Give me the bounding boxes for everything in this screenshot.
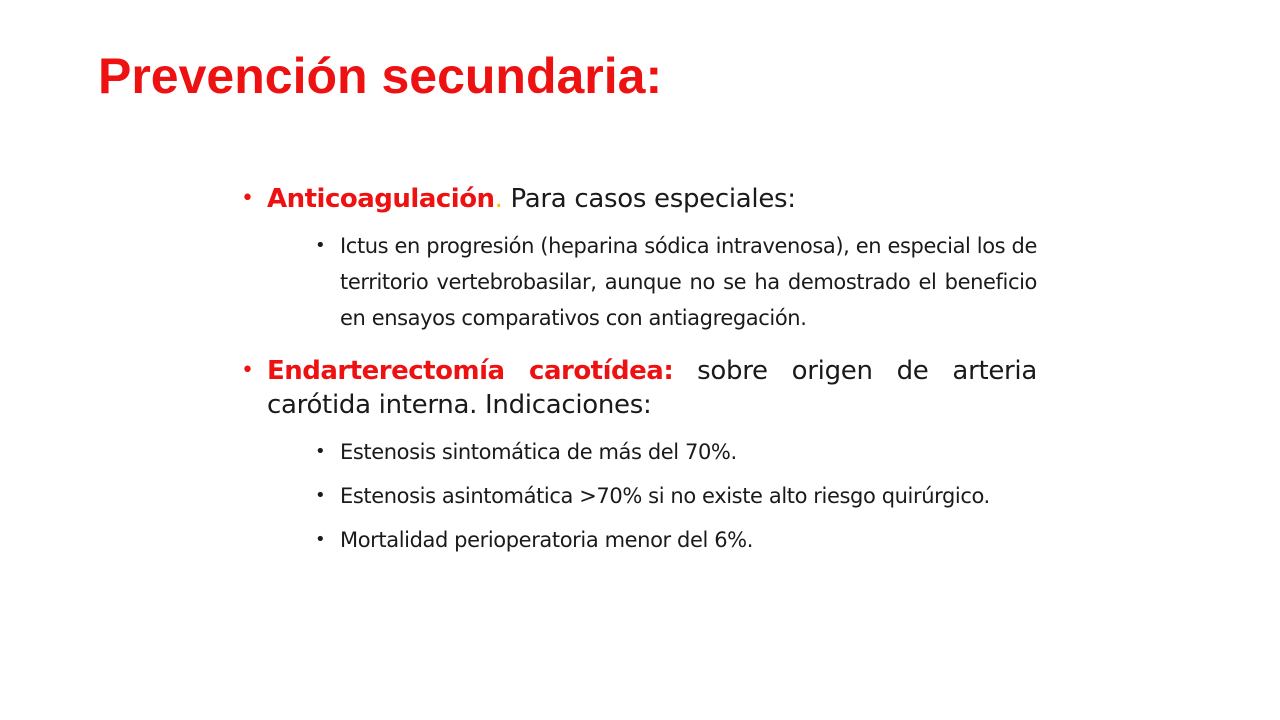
sub-bullet-item <box>315 522 1037 558</box>
sub-bullet-icon: • <box>315 235 326 256</box>
bullet-keyword: Endarterectomía carotídea: <box>267 356 674 386</box>
sub-bullet-icon: • <box>315 485 326 506</box>
bullet-item-endarterectomy <box>241 354 1037 558</box>
sub-bullet-text: Ictus en progresión (heparina sódica intravenosa), en especial los de territorio vertebrobasilar, aunque no se ha demostrado el beneficio en ensayos comparativos con antiagregación. <box>340 234 1037 330</box>
sub-bullet-list <box>267 228 1037 336</box>
slide-title: Prevención secundaria: <box>98 48 663 104</box>
sub-bullet-item <box>315 228 1037 336</box>
sub-bullet-item <box>315 434 1037 470</box>
sub-bullet-text: Estenosis sintomática de más del 70%. <box>340 440 737 464</box>
sub-bullet-text: Estenosis asintomática >70% si no existe alto riesgo quirúrgico. <box>340 484 990 508</box>
keyword-suffix: . <box>494 184 503 214</box>
bullet-icon: • <box>241 186 254 211</box>
sub-bullet-icon: • <box>315 529 326 550</box>
bullet-text: sobre origen de arteria carótida interna. Indicaciones: <box>267 356 1037 420</box>
bullet-list <box>241 182 1037 558</box>
bullet-item-anticoagulation <box>241 182 1037 336</box>
bullet-text: Para casos especiales: <box>502 184 796 214</box>
sub-bullet-icon: • <box>315 441 326 462</box>
bullet-icon: • <box>241 358 254 383</box>
sub-bullet-text: Mortalidad perioperatoria menor del 6%. <box>340 528 753 552</box>
sub-bullet-list <box>267 434 1037 558</box>
sub-bullet-item <box>315 478 1037 514</box>
bullet-keyword: Anticoagulación <box>267 184 495 214</box>
